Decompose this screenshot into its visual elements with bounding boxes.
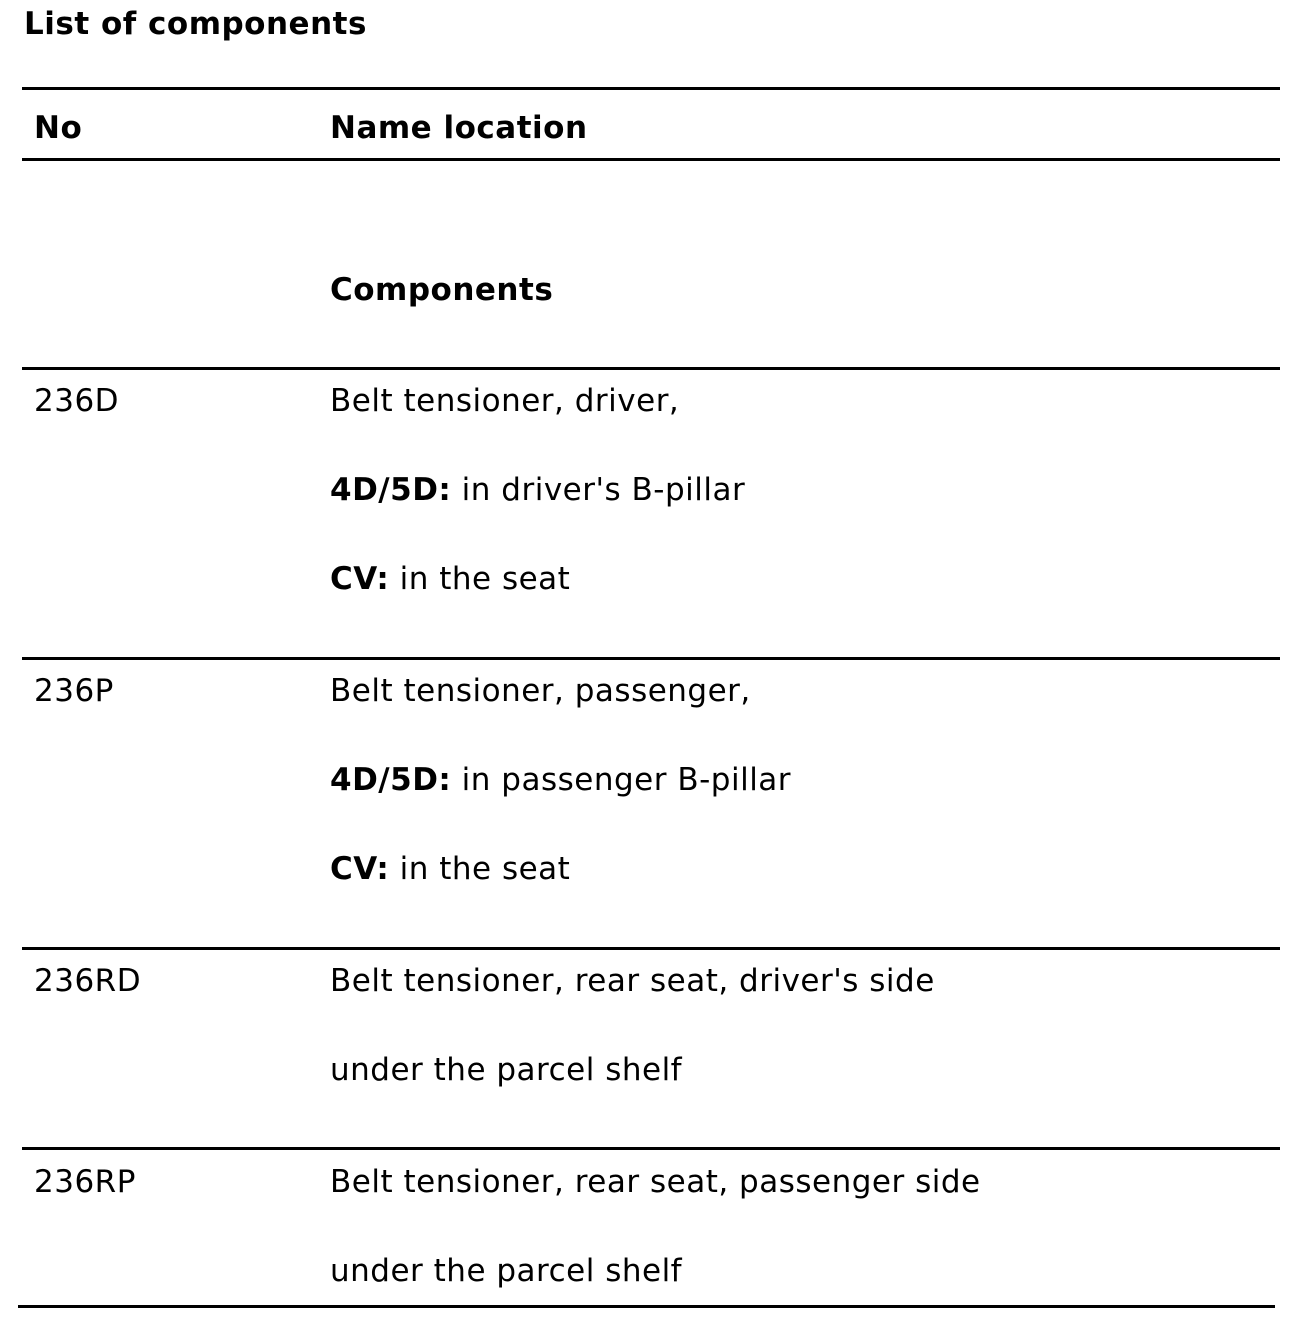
row-line-text: Belt tensioner, driver,: [330, 383, 680, 419]
row-line-prefix: CV:: [330, 561, 390, 597]
row-236p-line-1: [330, 671, 751, 711]
row-236d-line-1: [330, 381, 679, 421]
document-title: List of components: [24, 6, 367, 42]
row-236rd-number: 236RD: [34, 963, 142, 999]
header-bottom-rule: [22, 158, 1280, 161]
row-line-text: under the parcel shelf: [330, 1253, 683, 1289]
section-label: Components: [330, 272, 554, 308]
table-top-rule: [22, 87, 1280, 90]
row-divider-rule: [22, 947, 1280, 950]
row-236rd-line-1: [330, 961, 935, 1001]
row-236d-line-3: [330, 559, 570, 599]
row-236p-line-3: [330, 849, 570, 889]
row-line-text: in the seat: [389, 851, 571, 887]
row-236rp-number: 236RP: [34, 1164, 136, 1200]
row-line-prefix: CV:: [330, 851, 390, 887]
row-line-text: Belt tensioner, rear seat, passenger side: [330, 1164, 981, 1200]
row-236rp-line-2: [330, 1251, 682, 1291]
row-line-prefix: 4D/5D:: [330, 472, 452, 508]
column-header-no: No: [34, 110, 83, 146]
row-line-text: in the seat: [389, 561, 571, 597]
row-divider-rule: [22, 657, 1280, 660]
row-236rd-line-2: [330, 1050, 682, 1090]
section-divider-rule: [22, 367, 1280, 370]
row-line-text: under the parcel shelf: [330, 1052, 683, 1088]
row-line-text: Belt tensioner, rear seat, driver's side: [330, 963, 935, 999]
row-divider-rule: [22, 1147, 1280, 1150]
row-236d-line-2: [330, 470, 745, 510]
row-236p-number: 236P: [34, 673, 114, 709]
row-236rp-line-1: [330, 1162, 981, 1202]
row-line-text: in driver's B-pillar: [451, 472, 746, 508]
row-line-text: in passenger B-pillar: [451, 762, 792, 798]
row-236p-line-2: [330, 760, 791, 800]
column-header-name-location: Name location: [330, 110, 588, 146]
row-236d-number: 236D: [34, 383, 120, 419]
row-line-text: Belt tensioner, passenger,: [330, 673, 751, 709]
row-line-prefix: 4D/5D:: [330, 762, 452, 798]
table-bottom-rule: [18, 1305, 1275, 1308]
